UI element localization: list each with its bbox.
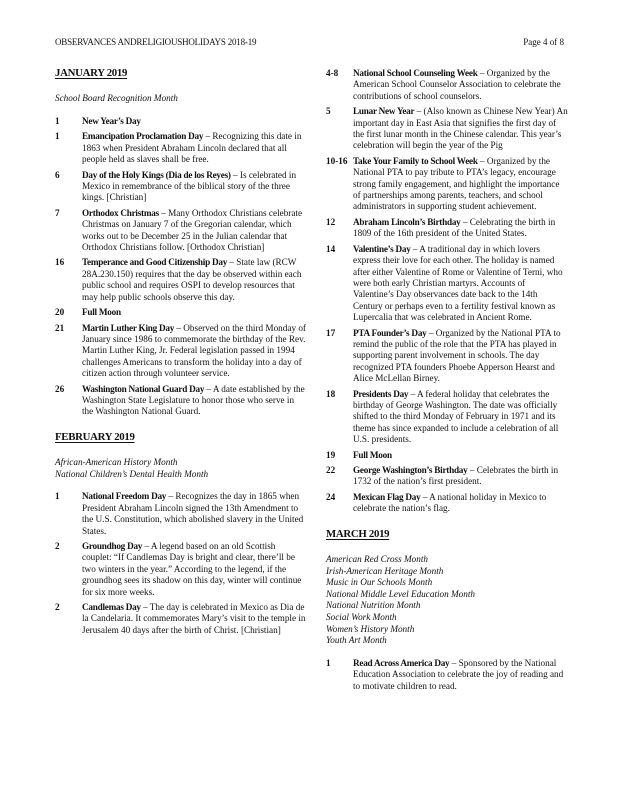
entry-body <box>82 491 307 537</box>
entry-description: – Organized by the American School Counselor Association to celebrate the contributions of school counselors. <box>353 68 561 101</box>
entry-date: 7 <box>55 207 60 218</box>
calendar-entry <box>326 465 568 488</box>
entry-description: – State law (RCW 28A.230.150) requires that the day be observed within each public school and requires OSPI to develop resources that may help public schools observe this day. <box>82 257 302 302</box>
calendar-entry <box>55 307 307 318</box>
entry-body <box>82 208 307 254</box>
entry-name: Abraham Lincoln’s Birthday <box>353 216 461 227</box>
observance-month: School Board Recognition Month <box>55 93 178 104</box>
calendar-entry <box>55 602 307 636</box>
entry-date: 6 <box>55 169 60 180</box>
entry-description: – Sponsored by the National Education Association to celebrate the joy of reading and to motivate children to read. <box>353 657 564 691</box>
entry-description: – (Also known as Chinese New Year) An important day in East Asia that signifies the first day of the first lunar month in the Chinese calendar. This year’s celebration will begin the year of the Pig <box>353 106 568 151</box>
entry-name: Full Moon <box>82 307 121 318</box>
entry-name: Take Your Family to School Week <box>353 155 478 166</box>
entry-date: 1 <box>55 116 60 126</box>
page-number: Page 4 of 8 <box>523 37 564 47</box>
calendar-entry <box>326 389 568 446</box>
entry-name: Full Moon <box>353 449 392 460</box>
section-title-march: MARCH 2019 <box>326 527 390 540</box>
entry-body <box>353 328 568 385</box>
observance-months-january <box>55 93 307 105</box>
entry-name: Orthodox Christmas <box>82 207 159 218</box>
entry-name: George Washington’s Birthday <box>353 465 468 475</box>
calendar-entry <box>55 170 307 204</box>
february-entries-right <box>326 68 568 515</box>
entry-body <box>82 131 307 165</box>
calendar-entry <box>55 116 307 127</box>
entry-date: 2 <box>55 602 60 612</box>
entry-name: Read Across America Day <box>353 657 450 668</box>
calendar-entry <box>326 217 568 240</box>
observance-month: National Nutrition Month <box>326 600 421 611</box>
entry-name: Martin Luther King Day <box>82 322 175 333</box>
entry-date: 26 <box>55 383 65 394</box>
february-entries-left <box>55 491 307 636</box>
entry-name: Lunar New Year <box>353 106 415 117</box>
entry-date: 20 <box>55 307 65 318</box>
entry-body <box>353 658 568 692</box>
calendar-entry <box>326 492 568 515</box>
entry-name: Candlemas Day <box>82 602 141 612</box>
calendar-entry <box>326 68 568 102</box>
entry-date: 16 <box>55 257 65 268</box>
entry-date: 10-16 <box>326 155 348 166</box>
entry-body <box>353 217 568 240</box>
entry-name: National Freedom Day <box>82 491 167 502</box>
calendar-entry <box>326 328 568 385</box>
observance-month: National Middle Level Education Month <box>326 588 476 599</box>
entry-description: – Organized by the National PTA to remind the public of the role that the PTA has played in supporting parent involvement in schools. The day recognized PTA founders Phoebe Apperson Hearst and Alice McLellan Birney. <box>353 327 561 384</box>
entry-description: – Recognizing this date in 1863 when President Abraham Lincoln declared that all people held as slaves shall be free. <box>82 131 302 165</box>
entry-name: Temperance and Good Citizenship Day <box>82 257 228 268</box>
entry-description: – A legend based on an old Scottish couplet: “If Candlemas Day is bright and clear, there’ll be two winters in the year.” According to the legend, if the groundhog sees its shadow on this day, winter will continue for six more weeks. <box>82 540 302 597</box>
observance-month: Irish-American Heritage Month <box>326 565 444 576</box>
entry-description: – Celebrating the birth in 1809 of the 16th president of the United States. <box>353 216 556 239</box>
entry-name: PTA Founder’s Day <box>353 327 427 338</box>
observance-month: Social Work Month <box>326 612 397 622</box>
entry-date: 17 <box>326 327 336 338</box>
entry-date: 22 <box>326 465 336 475</box>
entry-description: – Is celebrated in Mexico in remembrance of the biblical story of the three kings. [Christian] <box>82 169 297 203</box>
entry-body <box>82 170 307 204</box>
entry-body <box>353 244 568 324</box>
calendar-entry <box>55 384 307 418</box>
entry-date: 14 <box>326 243 336 254</box>
section-title-february: FEBRUARY 2019 <box>55 430 135 443</box>
march-entries <box>326 658 568 692</box>
calendar-entry <box>326 244 568 324</box>
entry-date: 4-8 <box>326 68 339 78</box>
entry-name: Emancipation Proclamation Day <box>82 131 204 142</box>
entry-name: Groundhog Day <box>82 540 143 551</box>
entry-date: 5 <box>326 106 331 117</box>
calendar-entry <box>55 257 307 303</box>
entry-name: Presidents Day <box>353 388 409 399</box>
calendar-entry <box>55 323 307 380</box>
entry-date: 21 <box>55 322 65 333</box>
entry-name: New Year’s Day <box>82 116 141 126</box>
entry-body <box>82 323 307 380</box>
observance-months-march <box>326 554 568 647</box>
entry-body <box>353 68 568 102</box>
entry-description: – A federal holiday that celebrates the birthday of George Washington. The date was officially shifted to the third Monday of February in 1971 and its theme has since expanded to include a celebration of all U.S. presidents. <box>353 388 559 445</box>
calendar-entry <box>55 208 307 254</box>
calendar-entry <box>55 131 307 165</box>
entry-date: 2 <box>55 540 60 551</box>
entry-name: National School Counseling Week <box>353 68 478 78</box>
observance-month: Women’s History Month <box>326 623 415 634</box>
entry-description: – A national holiday in Mexico to celebrate the nation’s flag. <box>353 491 547 514</box>
entry-name: Valentine’s Day <box>353 243 411 254</box>
entry-description: – A date established by the Washington State Legislature to honor those who serve in the Washington National Guard. <box>82 383 305 417</box>
entry-date: 24 <box>326 491 336 502</box>
entry-description: – Recognizes the day in 1865 when President Abraham Lincoln signed the 13th Amendment to the U.S. Constitution, which abolished slavery in the United States. <box>82 491 304 536</box>
entry-body <box>82 116 307 127</box>
entry-date: 1 <box>55 491 60 502</box>
entry-body <box>353 450 568 461</box>
entry-body <box>82 307 307 318</box>
entry-name: Mexican Flag Day <box>353 491 421 502</box>
entry-description: – The day is celebrated in Mexico as Dia de la Candelaria. It commemorates Mary’s visit to the temple in Jerusalem 40 days after the birth of Christ. [Christian] <box>82 602 306 635</box>
entry-date: 1 <box>55 131 60 142</box>
entry-body <box>353 156 568 213</box>
entry-name: Washington National Guard Day <box>82 383 205 394</box>
entry-body <box>353 389 568 446</box>
observance-months-february <box>55 457 307 480</box>
entry-body <box>353 465 568 488</box>
entry-description: – Many Orthodox Christians celebrate Christmas on January 7 of the Gregorian calendar, which works out to be December 25 in the Julian calendar that Orthodox Christians follow. [Orthodox Christian] <box>82 207 303 253</box>
observance-month: Youth Art Month <box>326 635 387 646</box>
entry-body <box>82 541 307 598</box>
section-title-january: JANUARY 2019 <box>55 67 128 79</box>
entry-date: 19 <box>326 449 336 460</box>
entry-date: 1 <box>326 657 331 668</box>
calendar-entry <box>55 541 307 598</box>
entry-body <box>353 492 568 515</box>
observance-month: American Red Cross Month <box>326 554 428 565</box>
observance-month: African-American History Month <box>55 457 178 468</box>
right-column <box>326 68 568 696</box>
entry-description: – Organized by the National PTA to pay tribute to PTA’s legacy, encourage strong family engagement, and highlight the importance of partnerships among parents, teachers, and school administrators in supporting student achievement. <box>353 155 560 212</box>
entry-date: 18 <box>326 388 336 399</box>
page-header-left: OBSERVANCES ANDRELIGIOUSHOLIDAYS 2018-19 <box>55 37 257 47</box>
entry-description: – A traditional day in which lovers express their love for each other. The holiday is named after either Valentine of Rome or Valentine of Terni, who were both early Christian martyrs. Accounts of Valentine’s Day observances date back to the 14th Century or perhaps even to a fertility festival known as Lupercalia that was celebrated in Ancient Rome. <box>353 243 563 323</box>
entry-name: Day of the Holy Kings (Dia de los Reyes) <box>82 169 231 180</box>
entry-body <box>82 257 307 303</box>
observance-month: National Children’s Dental Health Month <box>55 468 209 479</box>
entry-description: – Observed on the third Monday of January since 1986 to commemorate the birthday of the Rev. Martin Luther King, Jr. Federal legislation passed in 1994 challenges Americans to transform the holiday into a day of citizen action through volunteer service. <box>82 322 306 379</box>
january-entries <box>55 116 307 418</box>
calendar-entry <box>326 450 568 461</box>
entry-date: 12 <box>326 216 336 227</box>
entry-body <box>353 106 568 152</box>
left-column <box>55 68 307 640</box>
observance-month: Music in Our Schools Month <box>326 577 433 588</box>
calendar-entry <box>55 491 307 537</box>
calendar-entry <box>326 658 568 692</box>
entry-body <box>82 602 307 636</box>
entry-description: – Celebrates the birth in 1732 of the nation’s first president. <box>353 465 559 487</box>
entry-body <box>82 384 307 418</box>
calendar-entry <box>326 106 568 152</box>
calendar-entry <box>326 156 568 213</box>
